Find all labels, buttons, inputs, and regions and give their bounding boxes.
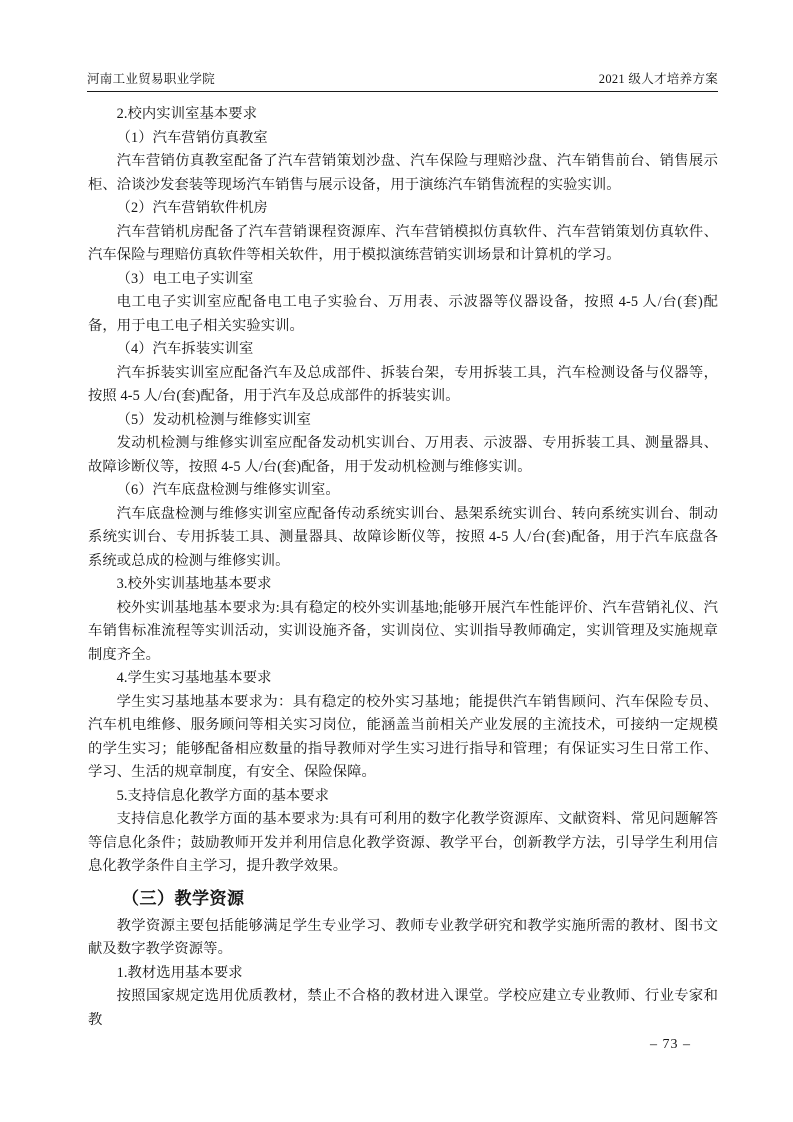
paragraph: 校外实训基地基本要求为:具有稳定的校外实训基地;能够开展汽车性能评价、汽车营销礼仪、汽车销售标准流程等实训活动，实训设施齐备，实训岗位、实训指导教师确定，实训管理及实施规章制度齐全。 xyxy=(88,599,718,663)
paragraph: 按照国家规定选用优质教材，禁止不合格的教材进入课堂。学校应建立专业教师、行业专家和教 xyxy=(88,988,718,1028)
numbered-item: 2.校内实训室基本要求 xyxy=(116,106,258,122)
paragraph: 学生实习基地基本要求为：具有稳定的校外实习基地；能提供汽车销售顾问、汽车保险专员、汽车机电维修、服务顾问等相关实习岗位，能涵盖当前相关产业发展的主流技术，可接纳一定规模的学生实习；能够配备相应数量的指导教师对学生实习进行指导和管理；有保证实习生日常工作、学习、生活的规章制度，有安全、保险保障。 xyxy=(88,693,718,780)
page-header xyxy=(87,71,718,92)
numbered-item: 3.校外实训基地基本要求 xyxy=(116,576,272,592)
header-doc-title: 2021 级人才培养方案 xyxy=(598,72,718,86)
paragraph: 电工电子实训室应配备电工电子实验台、万用表、示波器等仪器设备，按照 4-5 人/台(套)配备，用于电工电子相关实验实训。 xyxy=(88,294,718,334)
numbered-item: 1.教材选用基本要求 xyxy=(116,964,243,981)
sub-item: （2）汽车营销软件机房 xyxy=(116,200,268,216)
section-heading: （三）教学资源 xyxy=(122,888,245,908)
document-body xyxy=(88,103,718,1032)
sub-item: （6）汽车底盘检测与维修实训室。 xyxy=(116,482,340,498)
page-number: – 73 – xyxy=(650,1037,691,1052)
sub-item: （1）汽车营销仿真教室 xyxy=(116,129,268,146)
numbered-item: 5.支持信息化教学方面的基本要求 xyxy=(116,787,330,804)
paragraph: 发动机检测与维修实训室应配备发动机实训台、万用表、示波器、专用拆装工具、测量器具、故障诊断仪等，按照 4-5 人/台(套)配备，用于发动机检测与维修实训。 xyxy=(88,435,718,475)
paragraph: 支持信息化教学方面的基本要求为:具有可利用的数字化教学资源库、文献资料、常见问题解答等信息化条件；鼓励教师开发并利用信息化教学资源、教学平台，创新教学方法，引导学生利用信息化教学条件自主学习，提升教学效果。 xyxy=(88,811,718,874)
paragraph: 汽车营销仿真教室配备了汽车营销策划沙盘、汽车保险与理赔沙盘、汽车销售前台、销售展示柜、洽谈沙发套装等现场汽车销售与展示设备，用于演练汽车销售流程的实验实训。 xyxy=(88,153,718,193)
sub-item: （5）发动机检测与维修实训室 xyxy=(116,411,312,428)
numbered-item: 4.学生实习基地基本要求 xyxy=(116,670,272,686)
paragraph: 汽车底盘检测与维修实训室应配备传动系统实训台、悬架系统实训台、转向系统实训台、制动系统实训台、专用拆装工具、测量器具、故障诊断仪等，按照 4-5 人/台(套)配备，用于汽车底盘各系统或总成的检测与维修实训。 xyxy=(88,505,718,569)
header-school-name: 河南工业贸易职业学院 xyxy=(87,72,216,86)
sub-item: （3）电工电子实训室 xyxy=(116,270,254,287)
sub-item: （4）汽车拆装实训室 xyxy=(116,341,254,357)
paragraph: 教学资源主要包括能够满足学生专业学习、教师专业教学研究和教学实施所需的教材、图书文献及数字教学资源等。 xyxy=(88,917,718,957)
paragraph: 汽车拆装实训室应配备汽车及总成部件、拆装台架，专用拆装工具，汽车检测设备与仪器等，按照 4-5 人/台(套)配备，用于汽车及总成部件的拆装实训。 xyxy=(88,364,718,404)
paragraph: 汽车营销机房配备了汽车营销课程资源库、汽车营销模拟仿真软件、汽车营销策划仿真软件、汽车保险与理赔仿真软件等相关软件，用于模拟演练营销实训场景和计算机的学习。 xyxy=(88,223,718,263)
